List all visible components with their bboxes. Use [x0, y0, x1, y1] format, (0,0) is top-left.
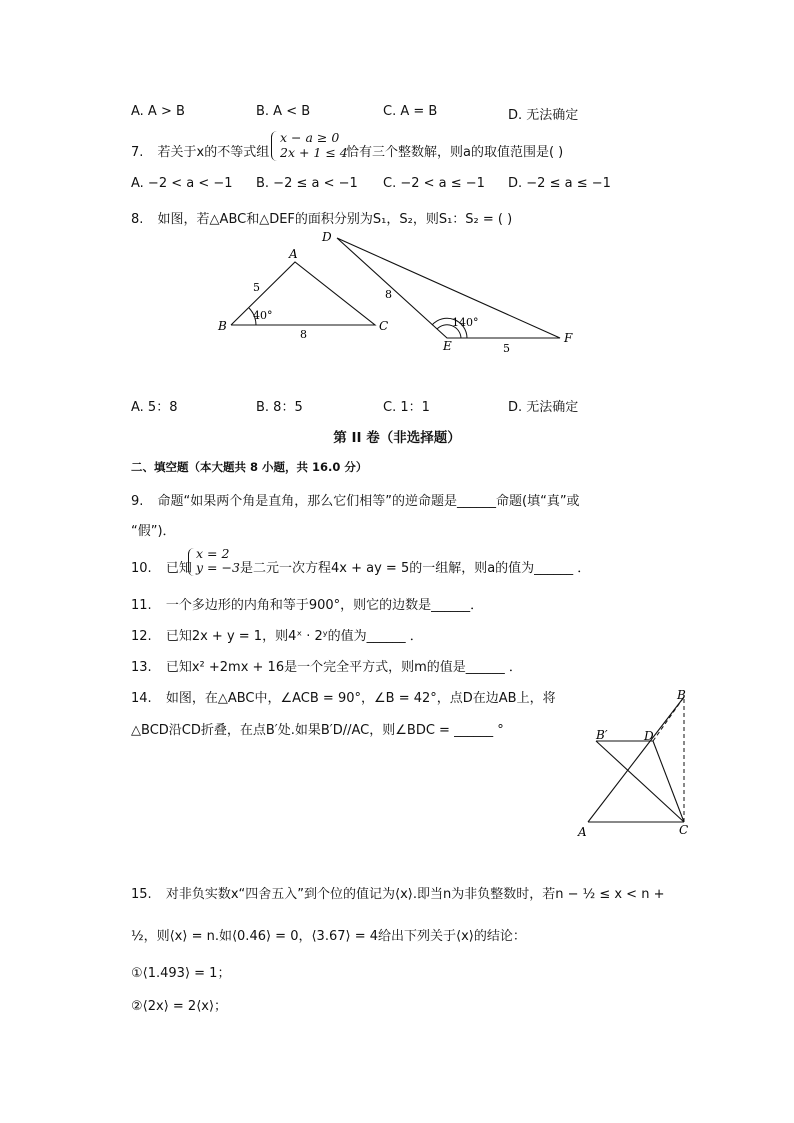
q13-number: 13.	[131, 660, 152, 675]
label-angle-e: 140°	[452, 316, 479, 329]
label-bc: 8	[300, 328, 307, 341]
q14-number: 14.	[131, 691, 152, 706]
q7-suffix: 恰有三个整数解，则a的取值范围是( )	[346, 145, 564, 160]
q15-number: 15.	[131, 887, 152, 902]
q11-number: 11.	[131, 598, 152, 613]
q9-number: 9.	[131, 494, 144, 509]
fig14-label-b-prime: B′	[596, 728, 608, 742]
q10-prefix: 已知	[165, 561, 192, 576]
q10-question	[131, 557, 192, 576]
q6-option-c[interactable]: C. A = B	[383, 104, 438, 119]
q7-option-a[interactable]: A. −2 < a < −1	[131, 176, 233, 191]
label-angle-b: 40°	[253, 309, 273, 322]
q8-option-c[interactable]: C. 1：1	[383, 400, 430, 415]
q7-number: 7.	[131, 145, 144, 160]
q8-option-b[interactable]: B. 8：5	[256, 400, 303, 415]
q14-line2: △BCD沿CD折叠，在点B′处.如果B′D//AC，则∠BDC = ______ °	[131, 723, 504, 738]
q12-number: 12.	[131, 629, 152, 644]
q8-option-d[interactable]: D. 无法确定	[508, 400, 579, 415]
q13-question	[131, 656, 522, 675]
label-de: 8	[385, 288, 392, 301]
q7-system-line2: 2x + 1 ≤ 4	[280, 145, 348, 160]
label-f: F	[564, 331, 573, 345]
q7-option-d[interactable]: D. −2 ≤ a ≤ −1	[508, 176, 611, 191]
label-b: B	[218, 319, 227, 333]
label-ab: 5	[253, 281, 260, 294]
q9-text: 命题“如果两个角是直角，那么它们相等”的逆命题是______命题(填“真”或	[157, 494, 580, 509]
q15-item-2: ②⟨2x⟩ = 2⟨x⟩；	[131, 999, 228, 1014]
q12-text: 已知2x + y = 1，则4ˣ · 2ʸ的值为______ ．	[165, 629, 423, 644]
fig14-label-a: A	[578, 825, 587, 839]
q8-option-a[interactable]: A. 5：8	[131, 400, 178, 415]
q7-system-line1: x − a ≥ 0	[280, 130, 340, 145]
q10-system-line1: x = 2	[196, 546, 230, 561]
q6-option-a[interactable]: A. A > B	[131, 104, 185, 119]
fig14-label-d: D	[644, 729, 654, 743]
q15-line2: ½，则⟨x⟩ = n.如⟨0.46⟩ = 0，⟨3.67⟩ = 4给出下列关于⟨x⟩的结论：	[131, 929, 526, 944]
q7-prefix: 若关于x的不等式组	[157, 145, 270, 160]
q6-option-d[interactable]: D. 无法确定	[508, 108, 579, 123]
segment-dc	[653, 741, 684, 822]
q10-number: 10.	[131, 561, 152, 576]
q15-line1	[131, 883, 664, 902]
q10-suffix: 是二元一次方程4x + ay = 5的一组解，则a的值为______ ．	[240, 561, 591, 576]
label-e: E	[443, 339, 452, 353]
fig14-label-c: C	[679, 823, 689, 837]
q6-option-b[interactable]: B. A < B	[256, 104, 311, 119]
label-d: D	[322, 230, 332, 244]
q9-line1	[131, 490, 580, 509]
q8-text: 如图，若△ABC和△DEF的面积分别为S₁，S₂，则S₁：S₂ = ( )	[157, 212, 513, 227]
section2-subtitle: 二、填空题（本大题共 8 小题，共 16.0 分）	[131, 460, 368, 474]
label-c: C	[379, 319, 389, 333]
q10-system-line2: y = −3	[196, 560, 240, 575]
q12-question	[131, 625, 423, 644]
label-ef: 5	[503, 342, 510, 355]
label-a: A	[289, 247, 298, 261]
q15-item-1: ①⟨1.493⟩ = 1；	[131, 966, 231, 981]
q8-figure	[0, 0, 794, 400]
q13-text: 已知x² +2mx + 16是一个完全平方式，则m的值是______ ．	[165, 660, 522, 675]
q14-figure	[570, 680, 694, 840]
q10-system	[196, 547, 240, 575]
q11-text: 一个多边形的内角和等于900°，则它的边数是______．	[165, 598, 484, 613]
q9-line2: “假”)．	[131, 524, 176, 539]
q14-text: 如图，在△ABC中，∠ACB = 90°，∠B = 42°，点D在边AB上，将	[165, 691, 556, 706]
segment-b-prime-c	[596, 741, 684, 822]
q14-line1	[131, 687, 556, 706]
section2-title: 第 II 卷（非选择题）	[333, 430, 461, 446]
segment-bd-dashed	[653, 697, 684, 741]
segment-ab	[588, 697, 684, 822]
q8-options	[131, 396, 691, 416]
q7-option-c[interactable]: C. −2 < a ≤ −1	[383, 176, 485, 191]
fig14-label-b: B	[677, 688, 686, 702]
triangle-def	[337, 238, 560, 338]
q7-option-b[interactable]: B. −2 ≤ a < −1	[256, 176, 358, 191]
q15-text: 对非负实数x“四舍五入”到个位的值记为⟨x⟩.即当n为非负整数时，若n − ½ ≤ x < n +	[165, 887, 665, 902]
q8-number: 8.	[131, 212, 144, 227]
q11-question	[131, 594, 483, 613]
q10-brace	[188, 548, 196, 576]
